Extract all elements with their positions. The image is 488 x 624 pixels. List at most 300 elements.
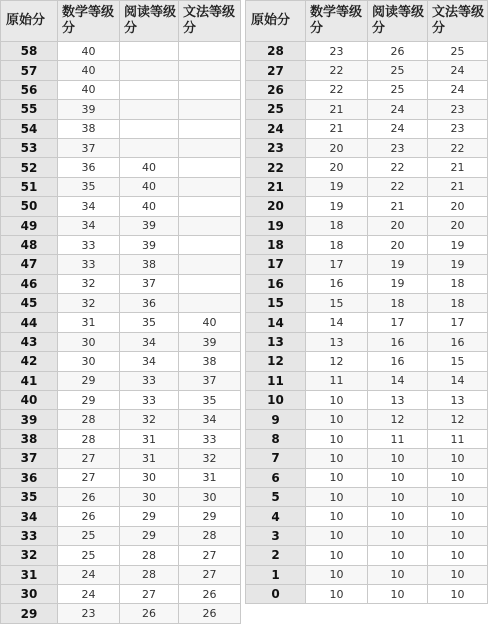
raw-score-cell: 10	[246, 391, 306, 410]
reading-grade-cell: 32	[120, 410, 179, 429]
math-grade-cell: 13	[306, 332, 368, 351]
math-grade-cell: 10	[306, 565, 368, 584]
table-row	[1, 138, 241, 157]
math-grade-cell: 28	[58, 429, 120, 448]
math-grade-cell: 10	[306, 468, 368, 487]
grammar-grade-cell: 20	[428, 197, 488, 216]
reading-grade-cell: 34	[120, 332, 179, 351]
reading-grade-cell: 10	[368, 487, 428, 506]
table-row	[246, 158, 488, 177]
math-grade-cell: 31	[58, 313, 120, 332]
raw-score-cell: 24	[246, 119, 306, 138]
raw-score-cell: 43	[1, 332, 58, 351]
math-grade-cell: 40	[58, 42, 120, 61]
math-grade-cell: 12	[306, 352, 368, 371]
raw-score-cell: 27	[246, 61, 306, 80]
grammar-grade-cell	[179, 100, 241, 119]
math-grade-cell: 25	[58, 546, 120, 565]
math-grade-cell: 32	[58, 274, 120, 293]
math-grade-cell: 23	[58, 604, 120, 623]
raw-score-cell: 36	[1, 468, 58, 487]
grammar-grade-cell: 14	[428, 371, 488, 390]
math-grade-cell: 11	[306, 371, 368, 390]
grammar-grade-cell	[179, 158, 241, 177]
reading-grade-cell: 22	[368, 177, 428, 196]
table-row	[246, 138, 488, 157]
grammar-grade-cell	[179, 255, 241, 274]
table-row	[246, 352, 488, 371]
raw-score-cell: 6	[246, 468, 306, 487]
math-grade-cell: 20	[306, 158, 368, 177]
raw-score-cell: 41	[1, 371, 58, 390]
math-grade-cell: 20	[306, 138, 368, 157]
raw-score-cell: 58	[1, 42, 58, 61]
math-grade-cell: 25	[58, 526, 120, 545]
math-grade-cell: 29	[58, 371, 120, 390]
math-grade-cell: 10	[306, 429, 368, 448]
reading-grade-cell: 24	[368, 100, 428, 119]
table-row	[246, 294, 488, 313]
reading-grade-cell: 22	[368, 158, 428, 177]
raw-score-cell: 31	[1, 565, 58, 584]
raw-score-cell: 35	[1, 487, 58, 506]
table-row	[1, 216, 241, 235]
raw-score-cell: 25	[246, 100, 306, 119]
math-grade-cell: 10	[306, 584, 368, 603]
table-row	[246, 119, 488, 138]
grammar-grade-cell: 20	[428, 216, 488, 235]
raw-score-cell: 37	[1, 449, 58, 468]
reading-grade-cell: 10	[368, 565, 428, 584]
raw-score-cell: 4	[246, 507, 306, 526]
raw-score-cell: 34	[1, 507, 58, 526]
reading-grade-cell: 28	[120, 546, 179, 565]
raw-score-cell: 39	[1, 410, 58, 429]
table-row	[1, 604, 241, 623]
table-row	[1, 80, 241, 99]
math-grade-cell: 16	[306, 274, 368, 293]
reading-grade-cell	[120, 100, 179, 119]
table-row	[1, 61, 241, 80]
reading-grade-cell: 31	[120, 429, 179, 448]
reading-grade-cell: 33	[120, 391, 179, 410]
table-header-row	[246, 1, 488, 42]
table-row	[246, 487, 488, 506]
table-row	[1, 507, 241, 526]
grammar-grade-cell: 16	[428, 332, 488, 351]
table-row	[246, 371, 488, 390]
grammar-grade-cell	[179, 177, 241, 196]
grammar-grade-cell	[179, 235, 241, 254]
raw-score-cell: 16	[246, 274, 306, 293]
table-row	[246, 197, 488, 216]
table-row	[246, 584, 488, 603]
math-grade-cell: 38	[58, 119, 120, 138]
math-grade-cell: 22	[306, 80, 368, 99]
raw-score-cell: 49	[1, 216, 58, 235]
table-row	[246, 313, 488, 332]
raw-score-cell: 23	[246, 138, 306, 157]
reading-grade-cell: 12	[368, 410, 428, 429]
table-row	[246, 526, 488, 545]
reading-grade-cell: 20	[368, 216, 428, 235]
table-row	[246, 565, 488, 584]
grammar-grade-cell: 13	[428, 391, 488, 410]
table-row	[246, 61, 488, 80]
score-table-right	[245, 0, 488, 604]
table-row	[246, 177, 488, 196]
raw-score-cell: 18	[246, 235, 306, 254]
grammar-grade-cell: 10	[428, 526, 488, 545]
raw-score-cell: 2	[246, 546, 306, 565]
grammar-grade-cell: 10	[428, 487, 488, 506]
reading-grade-cell: 10	[368, 526, 428, 545]
math-grade-cell: 34	[58, 216, 120, 235]
table-row	[246, 80, 488, 99]
math-grade-cell: 18	[306, 235, 368, 254]
raw-score-cell: 3	[246, 526, 306, 545]
grammar-grade-cell: 19	[428, 255, 488, 274]
score-table-left	[0, 0, 241, 624]
math-grade-cell: 24	[58, 584, 120, 603]
reading-grade-cell: 11	[368, 429, 428, 448]
reading-grade-cell: 26	[368, 42, 428, 61]
table-header-row	[1, 1, 241, 42]
reading-grade-cell: 38	[120, 255, 179, 274]
raw-score-cell: 38	[1, 429, 58, 448]
reading-grade-cell: 20	[368, 235, 428, 254]
grammar-grade-cell: 33	[179, 429, 241, 448]
table-row	[246, 274, 488, 293]
grammar-grade-cell	[179, 119, 241, 138]
raw-score-cell: 0	[246, 584, 306, 603]
grammar-grade-cell: 10	[428, 565, 488, 584]
raw-score-cell: 44	[1, 313, 58, 332]
grammar-grade-cell	[179, 274, 241, 293]
reading-grade-cell: 23	[368, 138, 428, 157]
math-grade-cell: 36	[58, 158, 120, 177]
math-grade-cell: 35	[58, 177, 120, 196]
reading-grade-cell: 19	[368, 255, 428, 274]
reading-grade-cell: 19	[368, 274, 428, 293]
raw-score-cell: 50	[1, 197, 58, 216]
raw-score-cell: 47	[1, 255, 58, 274]
math-grade-cell: 10	[306, 410, 368, 429]
math-grade-cell: 33	[58, 255, 120, 274]
table-row	[1, 42, 241, 61]
raw-score-cell: 17	[246, 255, 306, 274]
raw-score-cell: 30	[1, 584, 58, 603]
grammar-grade-cell: 21	[428, 158, 488, 177]
table-row	[1, 391, 241, 410]
table-row	[1, 294, 241, 313]
table-row	[1, 565, 241, 584]
table-row	[246, 468, 488, 487]
table-row	[1, 177, 241, 196]
math-grade-cell: 32	[58, 294, 120, 313]
raw-score-cell: 40	[1, 391, 58, 410]
raw-score-cell: 42	[1, 352, 58, 371]
raw-score-cell: 13	[246, 332, 306, 351]
reading-grade-cell: 37	[120, 274, 179, 293]
math-grade-cell: 23	[306, 42, 368, 61]
raw-score-cell: 12	[246, 352, 306, 371]
grammar-grade-cell: 22	[428, 138, 488, 157]
table-row	[1, 119, 241, 138]
table-row	[1, 255, 241, 274]
grammar-grade-cell: 15	[428, 352, 488, 371]
grammar-grade-cell: 10	[428, 546, 488, 565]
table-row	[1, 332, 241, 351]
header-reading-grade: 阅读等级分	[368, 1, 428, 42]
math-grade-cell: 10	[306, 487, 368, 506]
raw-score-cell: 28	[246, 42, 306, 61]
grammar-grade-cell	[179, 294, 241, 313]
grammar-grade-cell: 31	[179, 468, 241, 487]
grammar-grade-cell: 32	[179, 449, 241, 468]
reading-grade-cell: 10	[368, 584, 428, 603]
grammar-grade-cell	[179, 42, 241, 61]
reading-grade-cell: 16	[368, 352, 428, 371]
reading-grade-cell: 30	[120, 487, 179, 506]
table-row	[246, 216, 488, 235]
grammar-grade-cell	[179, 80, 241, 99]
table-row	[246, 410, 488, 429]
grammar-grade-cell: 11	[428, 429, 488, 448]
reading-grade-cell	[120, 42, 179, 61]
grammar-grade-cell: 10	[428, 449, 488, 468]
grammar-grade-cell: 28	[179, 526, 241, 545]
reading-grade-cell: 39	[120, 216, 179, 235]
grammar-grade-cell	[179, 216, 241, 235]
table-row	[1, 487, 241, 506]
reading-grade-cell: 40	[120, 197, 179, 216]
table-row	[246, 546, 488, 565]
header-raw-score: 原始分	[1, 1, 58, 42]
table-row	[1, 526, 241, 545]
grammar-grade-cell	[179, 138, 241, 157]
raw-score-cell: 57	[1, 61, 58, 80]
grammar-grade-cell: 26	[179, 604, 241, 623]
raw-score-cell: 32	[1, 546, 58, 565]
raw-score-cell: 8	[246, 429, 306, 448]
raw-score-cell: 7	[246, 449, 306, 468]
table-row	[1, 313, 241, 332]
table-row	[1, 100, 241, 119]
table-row	[1, 410, 241, 429]
math-grade-cell: 18	[306, 216, 368, 235]
table-row	[1, 274, 241, 293]
raw-score-cell: 14	[246, 313, 306, 332]
table-row	[246, 100, 488, 119]
math-grade-cell: 24	[58, 565, 120, 584]
math-grade-cell: 39	[58, 100, 120, 119]
math-grade-cell: 22	[306, 61, 368, 80]
table-row	[1, 235, 241, 254]
table-row	[1, 371, 241, 390]
raw-score-cell: 51	[1, 177, 58, 196]
reading-grade-cell: 21	[368, 197, 428, 216]
reading-grade-cell: 28	[120, 565, 179, 584]
reading-grade-cell: 29	[120, 507, 179, 526]
math-grade-cell: 19	[306, 197, 368, 216]
raw-score-cell: 56	[1, 80, 58, 99]
math-grade-cell: 21	[306, 100, 368, 119]
reading-grade-cell: 16	[368, 332, 428, 351]
math-grade-cell: 30	[58, 332, 120, 351]
reading-grade-cell	[120, 119, 179, 138]
math-grade-cell: 21	[306, 119, 368, 138]
header-raw-score: 原始分	[246, 1, 306, 42]
grammar-grade-cell: 12	[428, 410, 488, 429]
grammar-grade-cell: 10	[428, 507, 488, 526]
raw-score-cell: 9	[246, 410, 306, 429]
raw-score-cell: 52	[1, 158, 58, 177]
raw-score-cell: 45	[1, 294, 58, 313]
raw-score-cell: 11	[246, 371, 306, 390]
math-grade-cell: 34	[58, 197, 120, 216]
raw-score-cell: 22	[246, 158, 306, 177]
math-grade-cell: 17	[306, 255, 368, 274]
reading-grade-cell: 10	[368, 546, 428, 565]
reading-grade-cell: 24	[368, 119, 428, 138]
grammar-grade-cell: 27	[179, 565, 241, 584]
raw-score-cell: 53	[1, 138, 58, 157]
math-grade-cell: 40	[58, 61, 120, 80]
grammar-grade-cell: 18	[428, 274, 488, 293]
grammar-grade-cell: 37	[179, 371, 241, 390]
reading-grade-cell: 26	[120, 604, 179, 623]
table-row	[1, 197, 241, 216]
grammar-grade-cell: 27	[179, 546, 241, 565]
grammar-grade-cell: 30	[179, 487, 241, 506]
reading-grade-cell: 40	[120, 177, 179, 196]
math-grade-cell: 10	[306, 546, 368, 565]
reading-grade-cell: 36	[120, 294, 179, 313]
reading-grade-cell	[120, 61, 179, 80]
math-grade-cell: 27	[58, 449, 120, 468]
grammar-grade-cell: 24	[428, 80, 488, 99]
raw-score-cell: 33	[1, 526, 58, 545]
reading-grade-cell: 13	[368, 391, 428, 410]
raw-score-cell: 54	[1, 119, 58, 138]
reading-grade-cell: 34	[120, 352, 179, 371]
grammar-grade-cell: 35	[179, 391, 241, 410]
reading-grade-cell: 14	[368, 371, 428, 390]
math-grade-cell: 40	[58, 80, 120, 99]
grammar-grade-cell: 23	[428, 119, 488, 138]
raw-score-cell: 20	[246, 197, 306, 216]
math-grade-cell: 37	[58, 138, 120, 157]
raw-score-cell: 55	[1, 100, 58, 119]
table-row	[246, 332, 488, 351]
table-row	[1, 429, 241, 448]
table-row	[246, 449, 488, 468]
raw-score-cell: 26	[246, 80, 306, 99]
reading-grade-cell: 33	[120, 371, 179, 390]
raw-score-cell: 5	[246, 487, 306, 506]
table-row	[246, 255, 488, 274]
grammar-grade-cell: 18	[428, 294, 488, 313]
header-grammar-grade: 文法等级分	[428, 1, 488, 42]
math-grade-cell: 26	[58, 507, 120, 526]
raw-score-cell: 19	[246, 216, 306, 235]
math-grade-cell: 15	[306, 294, 368, 313]
raw-score-cell: 21	[246, 177, 306, 196]
reading-grade-cell: 17	[368, 313, 428, 332]
grammar-grade-cell: 24	[428, 61, 488, 80]
table-row	[246, 235, 488, 254]
math-grade-cell: 26	[58, 487, 120, 506]
grammar-grade-cell: 29	[179, 507, 241, 526]
reading-grade-cell: 40	[120, 158, 179, 177]
grammar-grade-cell	[179, 61, 241, 80]
raw-score-cell: 46	[1, 274, 58, 293]
table-row	[1, 158, 241, 177]
raw-score-cell: 15	[246, 294, 306, 313]
reading-grade-cell: 10	[368, 507, 428, 526]
math-grade-cell: 10	[306, 526, 368, 545]
reading-grade-cell: 29	[120, 526, 179, 545]
raw-score-cell: 48	[1, 235, 58, 254]
grammar-grade-cell	[179, 197, 241, 216]
reading-grade-cell: 10	[368, 449, 428, 468]
math-grade-cell: 27	[58, 468, 120, 487]
table-row	[1, 449, 241, 468]
grammar-grade-cell: 26	[179, 584, 241, 603]
reading-grade-cell: 35	[120, 313, 179, 332]
math-grade-cell: 33	[58, 235, 120, 254]
header-math-grade: 数学等级分	[58, 1, 120, 42]
table-row	[246, 42, 488, 61]
math-grade-cell: 29	[58, 391, 120, 410]
table-row	[1, 546, 241, 565]
grammar-grade-cell: 38	[179, 352, 241, 371]
math-grade-cell: 28	[58, 410, 120, 429]
grammar-grade-cell: 17	[428, 313, 488, 332]
raw-score-cell: 29	[1, 604, 58, 623]
math-grade-cell: 10	[306, 391, 368, 410]
reading-grade-cell: 27	[120, 584, 179, 603]
grammar-grade-cell: 19	[428, 235, 488, 254]
math-grade-cell: 10	[306, 507, 368, 526]
grammar-grade-cell: 39	[179, 332, 241, 351]
table-row	[1, 468, 241, 487]
table-row	[246, 507, 488, 526]
table-row	[1, 352, 241, 371]
header-grammar-grade: 文法等级分	[179, 1, 241, 42]
table-row	[1, 584, 241, 603]
reading-grade-cell: 25	[368, 61, 428, 80]
math-grade-cell: 14	[306, 313, 368, 332]
reading-grade-cell	[120, 80, 179, 99]
grammar-grade-cell: 34	[179, 410, 241, 429]
grammar-grade-cell: 23	[428, 100, 488, 119]
grammar-grade-cell: 25	[428, 42, 488, 61]
reading-grade-cell: 39	[120, 235, 179, 254]
raw-score-cell: 1	[246, 565, 306, 584]
reading-grade-cell: 30	[120, 468, 179, 487]
header-reading-grade: 阅读等级分	[120, 1, 179, 42]
table-row	[246, 429, 488, 448]
reading-grade-cell: 25	[368, 80, 428, 99]
reading-grade-cell	[120, 138, 179, 157]
grammar-grade-cell: 10	[428, 468, 488, 487]
header-math-grade: 数学等级分	[306, 1, 368, 42]
math-grade-cell: 30	[58, 352, 120, 371]
math-grade-cell: 10	[306, 449, 368, 468]
reading-grade-cell: 18	[368, 294, 428, 313]
